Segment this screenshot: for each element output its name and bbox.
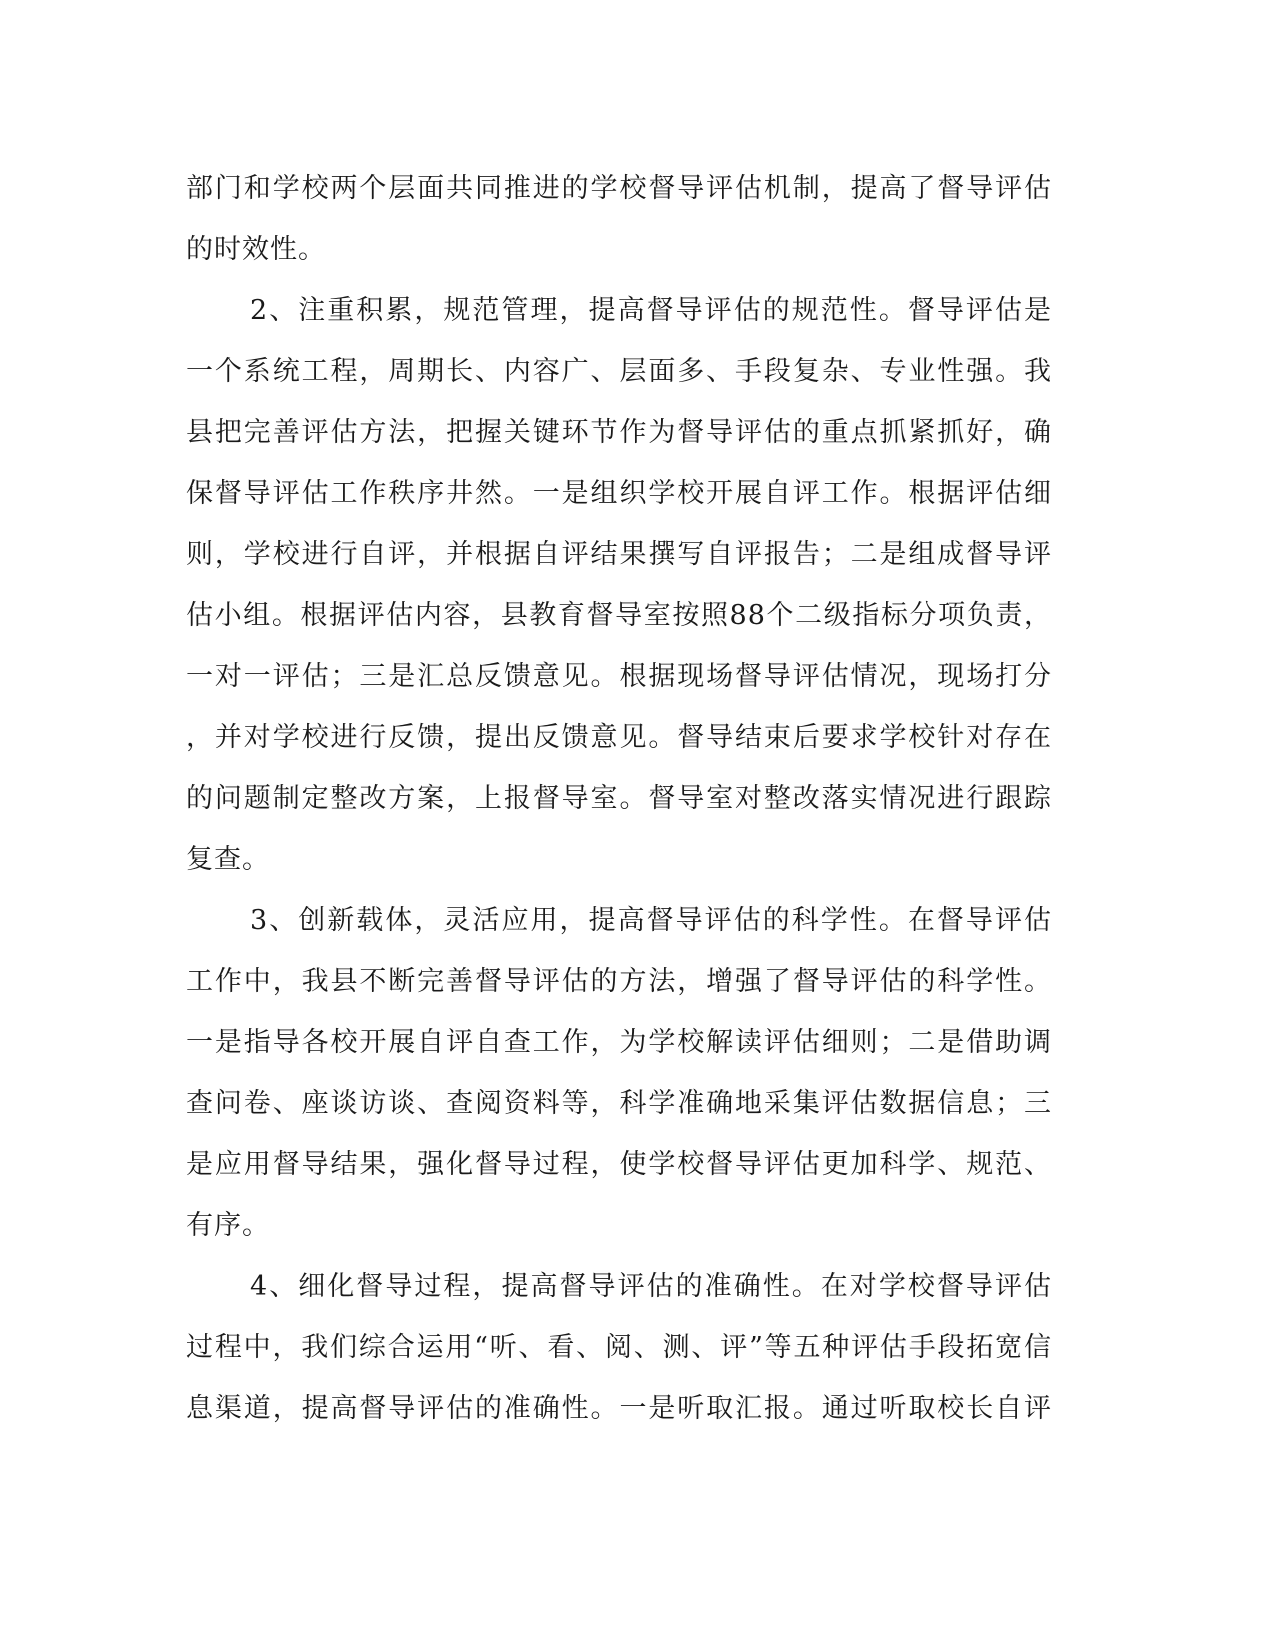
text-line: 的时效性。 bbox=[186, 234, 326, 265]
text-line: 则，学校进行自评，并根据自评结果撰写自评报告；二是组成督导评 bbox=[186, 539, 1052, 570]
text-line: 过程中，我们综合运用“听、看、阅、测、评”等五种评估手段拓宽信 bbox=[186, 1332, 1052, 1363]
paragraph-2-start: 2、注重积累，规范管理，提高督导评估的规范性。督导评估是 bbox=[250, 295, 1052, 326]
body-text bbox=[186, 158, 1052, 1439]
text-line: 一是指导各校开展自评自查工作，为学校解读评估细则；二是借助调 bbox=[186, 1027, 1052, 1058]
text-line: 县把完善评估方法，把握关键环节作为督导评估的重点抓紧抓好，确 bbox=[186, 417, 1052, 448]
text-line: 息渠道，提高督导评估的准确性。一是听取汇报。通过听取校长自评 bbox=[186, 1393, 1052, 1424]
text-line: 是应用督导结果，强化督导过程，使学校督导评估更加科学、规范、 bbox=[186, 1149, 1052, 1180]
text-line: 有序。 bbox=[186, 1210, 270, 1241]
text-line: 工作中，我县不断完善督导评估的方法，增强了督导评估的科学性。 bbox=[186, 966, 1052, 997]
text-line: 估小组。根据评估内容，县教育督导室按照88个二级指标分项负责， bbox=[186, 600, 1052, 631]
text-line: 保督导评估工作秩序井然。一是组织学校开展自评工作。根据评估细 bbox=[186, 478, 1052, 509]
paragraph-4-start: 4、细化督导过程，提高督导评估的准确性。在对学校督导评估 bbox=[250, 1271, 1052, 1302]
text-line: 一对一评估；三是汇总反馈意见。根据现场督导评估情况，现场打分 bbox=[186, 661, 1052, 692]
text-line: 复查。 bbox=[186, 844, 270, 875]
text-line: 查问卷、座谈访谈、查阅资料等，科学准确地采集评估数据信息；三 bbox=[186, 1088, 1052, 1119]
text-line: 的问题制定整改方案，上报督导室。督导室对整改落实情况进行跟踪 bbox=[186, 783, 1052, 814]
paragraph-3-start: 3、创新载体，灵活应用，提高督导评估的科学性。在督导评估 bbox=[250, 905, 1052, 936]
text-line: 一个系统工程，周期长、内容广、层面多、手段复杂、专业性强。我 bbox=[186, 356, 1052, 387]
text-line: ，并对学校进行反馈，提出反馈意见。督导结束后要求学校针对存在 bbox=[186, 722, 1052, 753]
text-line: 部门和学校两个层面共同推进的学校督导评估机制，提高了督导评估 bbox=[186, 173, 1052, 204]
